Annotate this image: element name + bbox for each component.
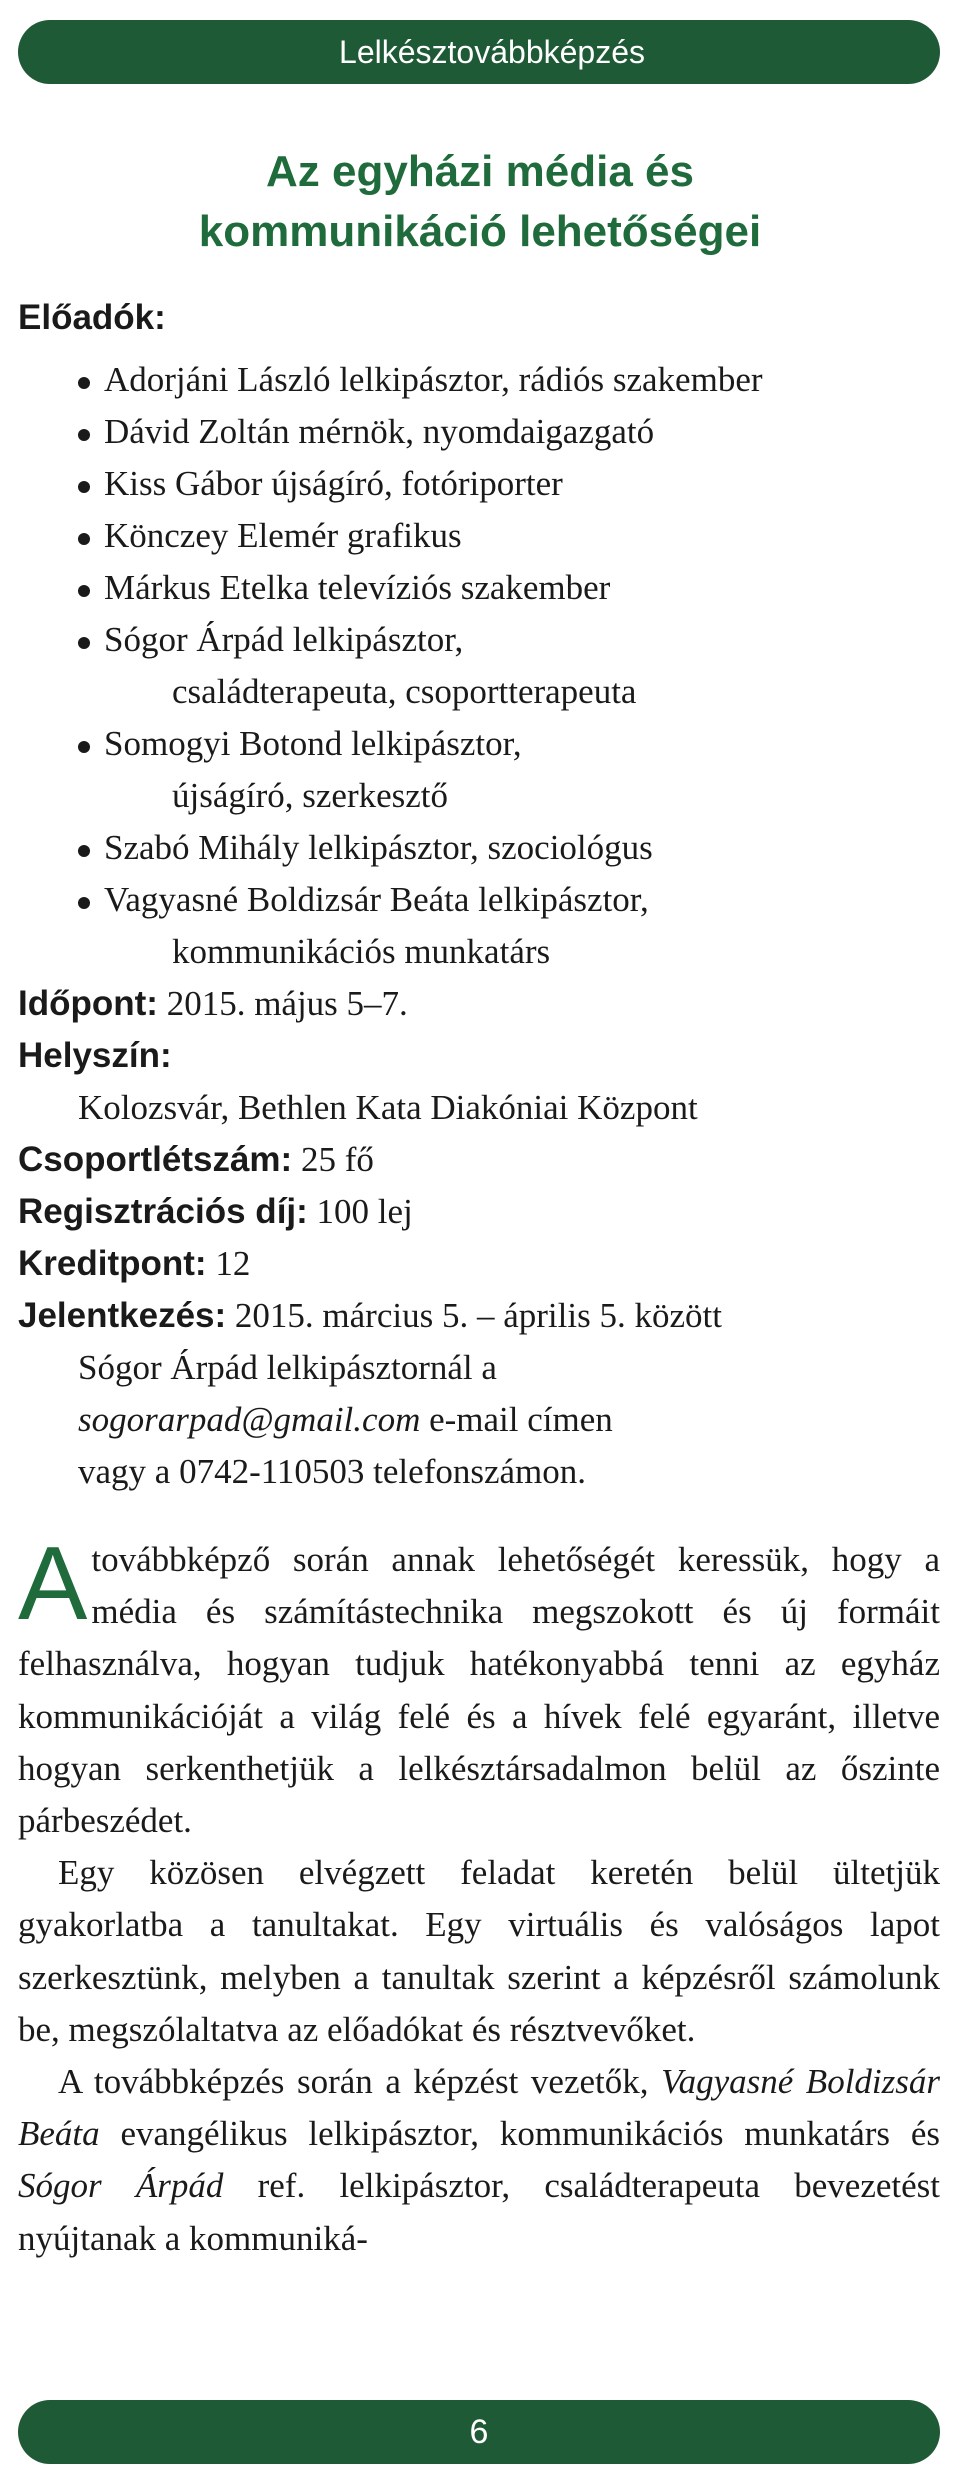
apply-value: 2015. március 5. – április 5. között <box>226 1296 722 1335</box>
paragraph-3-text-c: ref. lelkipásztor, családterapeuta bevezetést nyújtanak a kommuniká- <box>18 2166 941 2258</box>
fee-value: 100 lej <box>307 1192 413 1231</box>
bullet-icon <box>78 377 90 389</box>
paragraph-3-text-b: evangélikus lelkipásztor, kommunikációs munkatárs és <box>99 2114 940 2154</box>
time-value: 2015. május 5–7. <box>157 984 408 1023</box>
group-label: Csoportlétszám: <box>18 1140 293 1179</box>
apply-contact-line: Sógor Árpád lelkipásztornál a <box>78 1348 497 1387</box>
bullet-icon <box>78 741 90 753</box>
bullet-icon <box>78 429 90 441</box>
speaker-item: Adorjáni László lelkipásztor, rádiós szakember <box>104 360 763 399</box>
bullet-icon <box>78 897 90 909</box>
speaker-item: Vagyasné Boldizsár Beáta lelkipásztor, <box>104 880 649 919</box>
drop-cap: A <box>18 1526 88 1642</box>
speaker-item: Somogyi Botond lelkipásztor, <box>104 724 522 763</box>
fee-label: Regisztrációs díj: <box>18 1192 308 1231</box>
apply-label: Jelentkezés: <box>18 1296 227 1335</box>
bullet-icon <box>78 533 90 545</box>
speaker-item: Dávid Zoltán mérnök, nyomdaigazgató <box>104 412 655 451</box>
credit-label: Kreditpont: <box>18 1244 207 1283</box>
speaker-item: Kiss Gábor újságíró, fotóriporter <box>104 464 563 503</box>
title-line-1: Az egyházi média és <box>266 147 694 196</box>
paragraph-3 <box>18 2056 940 2265</box>
bullet-icon <box>78 481 90 493</box>
paragraph-3-name-1: Vagyasné Boldizsár Beáta <box>18 2062 940 2154</box>
paragraph-3-text-a: A továbbképzés során a képzést vezetők, <box>58 2062 662 2102</box>
speaker-item-continuation: kommunikációs munkatárs <box>172 932 551 971</box>
page-number: 6 <box>469 2412 489 2451</box>
page-title <box>0 142 960 262</box>
paragraph-3-name-2: Sógor Árpád <box>18 2166 224 2206</box>
bullet-icon <box>78 585 90 597</box>
bullet-icon <box>78 845 90 857</box>
email-link[interactable]: sogorarpad@gmail.com <box>78 1400 421 1439</box>
speaker-item: Sógor Árpád lelkipásztor, <box>104 620 464 659</box>
group-row <box>18 1134 374 1186</box>
speaker-item: Szabó Mihály lelkipásztor, szociológus <box>104 828 653 867</box>
speaker-item: Könczey Elemér grafikus <box>104 516 462 555</box>
speaker-item: Márkus Etelka televíziós szakember <box>104 568 611 607</box>
section-title: Lelkésztovábbképzés <box>339 33 645 70</box>
apply-email-line <box>78 1394 613 1446</box>
paragraph-1 <box>18 1526 940 1847</box>
fee-row <box>18 1186 413 1238</box>
title-line-2: kommunikáció lehetőségei <box>198 207 762 256</box>
place-value: Kolozsvár, Bethlen Kata Diakóniai Központ <box>78 1088 698 1127</box>
credit-value: 12 <box>206 1244 251 1283</box>
paragraph-2: Egy közösen elvégzett feladat keretén belül ültetjük gyakorlatba a tanultakat. Egy virtuális és valóságos lapot szerkesztünk, melyben a tanultak szerint a képzésről számolunk be, megszólaltatva az előadókat és résztvevőket. <box>18 1853 940 2049</box>
speaker-item-continuation: családterapeuta, csoportterapeuta <box>172 672 637 711</box>
group-value: 25 fő <box>292 1140 374 1179</box>
footer-bar <box>18 2400 940 2464</box>
paragraph-1-text: továbbképző során annak lehetőségét keressük, hogy a média és számítástechnika megszokott és új formáit felhasználva, hogyan tudjuk hatékonyabbá tenni az egyház kommunikációját a világ felé és a hívek felé egyaránt, illetve hogyan serkenthetjük a lelkésztársadalmon belül az őszinte párbeszédet. <box>18 1540 940 1841</box>
body-text <box>18 1526 941 2265</box>
time-label: Időpont: <box>18 984 158 1023</box>
header-bar <box>18 20 940 84</box>
apply-row <box>18 1290 722 1342</box>
email-suffix: e-mail címen <box>420 1400 613 1439</box>
apply-phone-line: vagy a 0742-110503 telefonszámon. <box>78 1452 587 1491</box>
time-row <box>18 978 408 1030</box>
speaker-item-continuation: újságíró, szerkesztő <box>172 776 449 815</box>
speakers-label: Előadók: <box>18 298 166 337</box>
bullet-icon <box>78 637 90 649</box>
place-label: Helyszín: <box>18 1036 172 1075</box>
credit-row <box>18 1238 250 1290</box>
